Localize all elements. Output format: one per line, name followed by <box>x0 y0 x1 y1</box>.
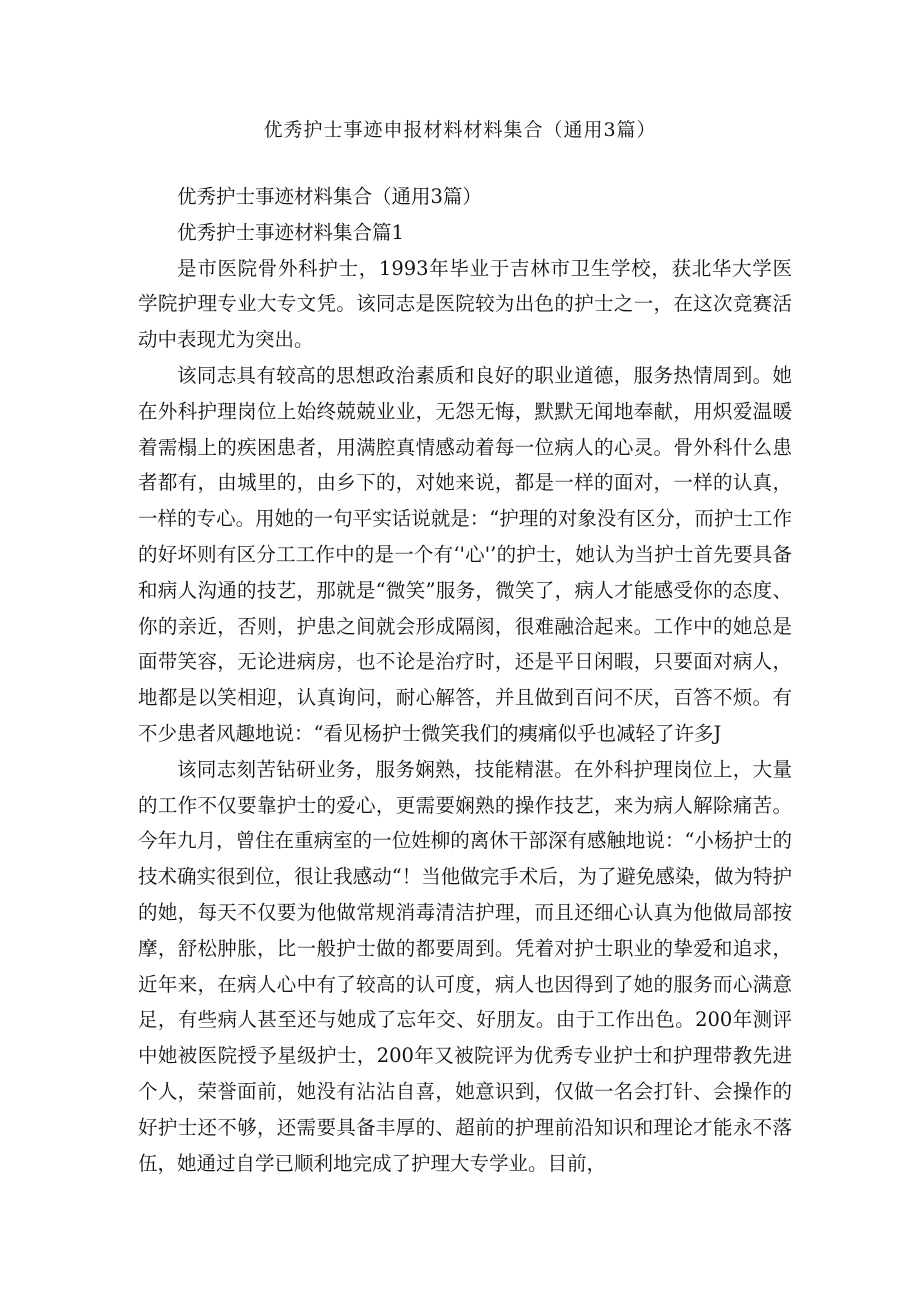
document-subtitle: 优秀护士事迹材料集合（通用3篇） <box>177 185 482 208</box>
paragraph-2: 该同志具有较高的思想政治素质和良好的职业道德，服务热情周到。她在外科护理岗位上始终兢兢业业，无怨无悔，默默无闻地奉献，用炽爱温暖着需榻上的疾困患者，用满腔真情感动着每一位病人的心灵。骨外科什么患者都有，由城里的，由乡下的，对她来说，都是一样的面对，一样的认真，一样的专心。用她的一句平实话说就是：“护理的对象没有区分，而护士工作的好坏则有区分工工作中的是一个有‘'心'’的护士，她认为当护士首先要具备和病人沟通的技艺，那就是“微笑”服务，微笑了，病人才能感受你的态度、你的亲近，否则，护患之间就会形成隔阂，很难融洽起来。工作中的她总是面带笑容，无论进病房，也不论是治疗时，还是平日闲暇，只要面对病人，地都是以笑相迎，认真询问，耐心解答，并且做到百问不厌，百答不烦。有不少患者风趣地说：“看见杨护士微笑我们的痍痛似乎也减轻了许多J <box>138 363 792 745</box>
document-body <box>138 179 792 1181</box>
paragraph-3: 该同志刻苦钻研业务，服务娴熟，技能精湛。在外科护理岗位上，大量的工作不仅要靠护士的爱心，更需要娴熟的操作技艺，来为病人解除痛苦。今年九月，曾住在重病室的一位姓柳的离休干部深有感触地说：“小杨护士的技术确实很到位，很让我感动“！当他做完手术后，为了避免感染，做为特护的她，每天不仅要为他做常规消毒清洁护理，而且还细心认真为他做局部按摩，舒松肿胀，比一般护士做的都要周到。凭着对护士职业的挚爱和追求，近年来，在病人心中有了较高的认可度，病人也因得到了她的服务而心满意足，有些病人甚至还与她成了忘年交、好朋友。由于工作出色。200年测评中她被医院授予星级护士，200年又被院评为优秀专业护士和护理带教先进个人，荣誉面前，她没有沾沾自喜，她意识到，仅做一名会打针、会操作的好护士还不够，还需要具备丰厚的、超前的护理前沿知识和理论才能永不落伍，她通过自学已顺利地完成了护理大专学业。目前， <box>138 757 792 1175</box>
section-heading: 优秀护士事迹材料集合篇1 <box>177 220 404 244</box>
paragraph-1: 是市医院骨外科护士，1993年毕业于吉林市卫生学校，获北华大学医学院护理专业大专文凭。该同志是医院较为出色的护士之一，在这次竞赛活动中表现尤为突出。 <box>138 256 792 352</box>
document-title: 优秀护士事迹申报材料材料集合（通用3篇） <box>263 119 657 141</box>
